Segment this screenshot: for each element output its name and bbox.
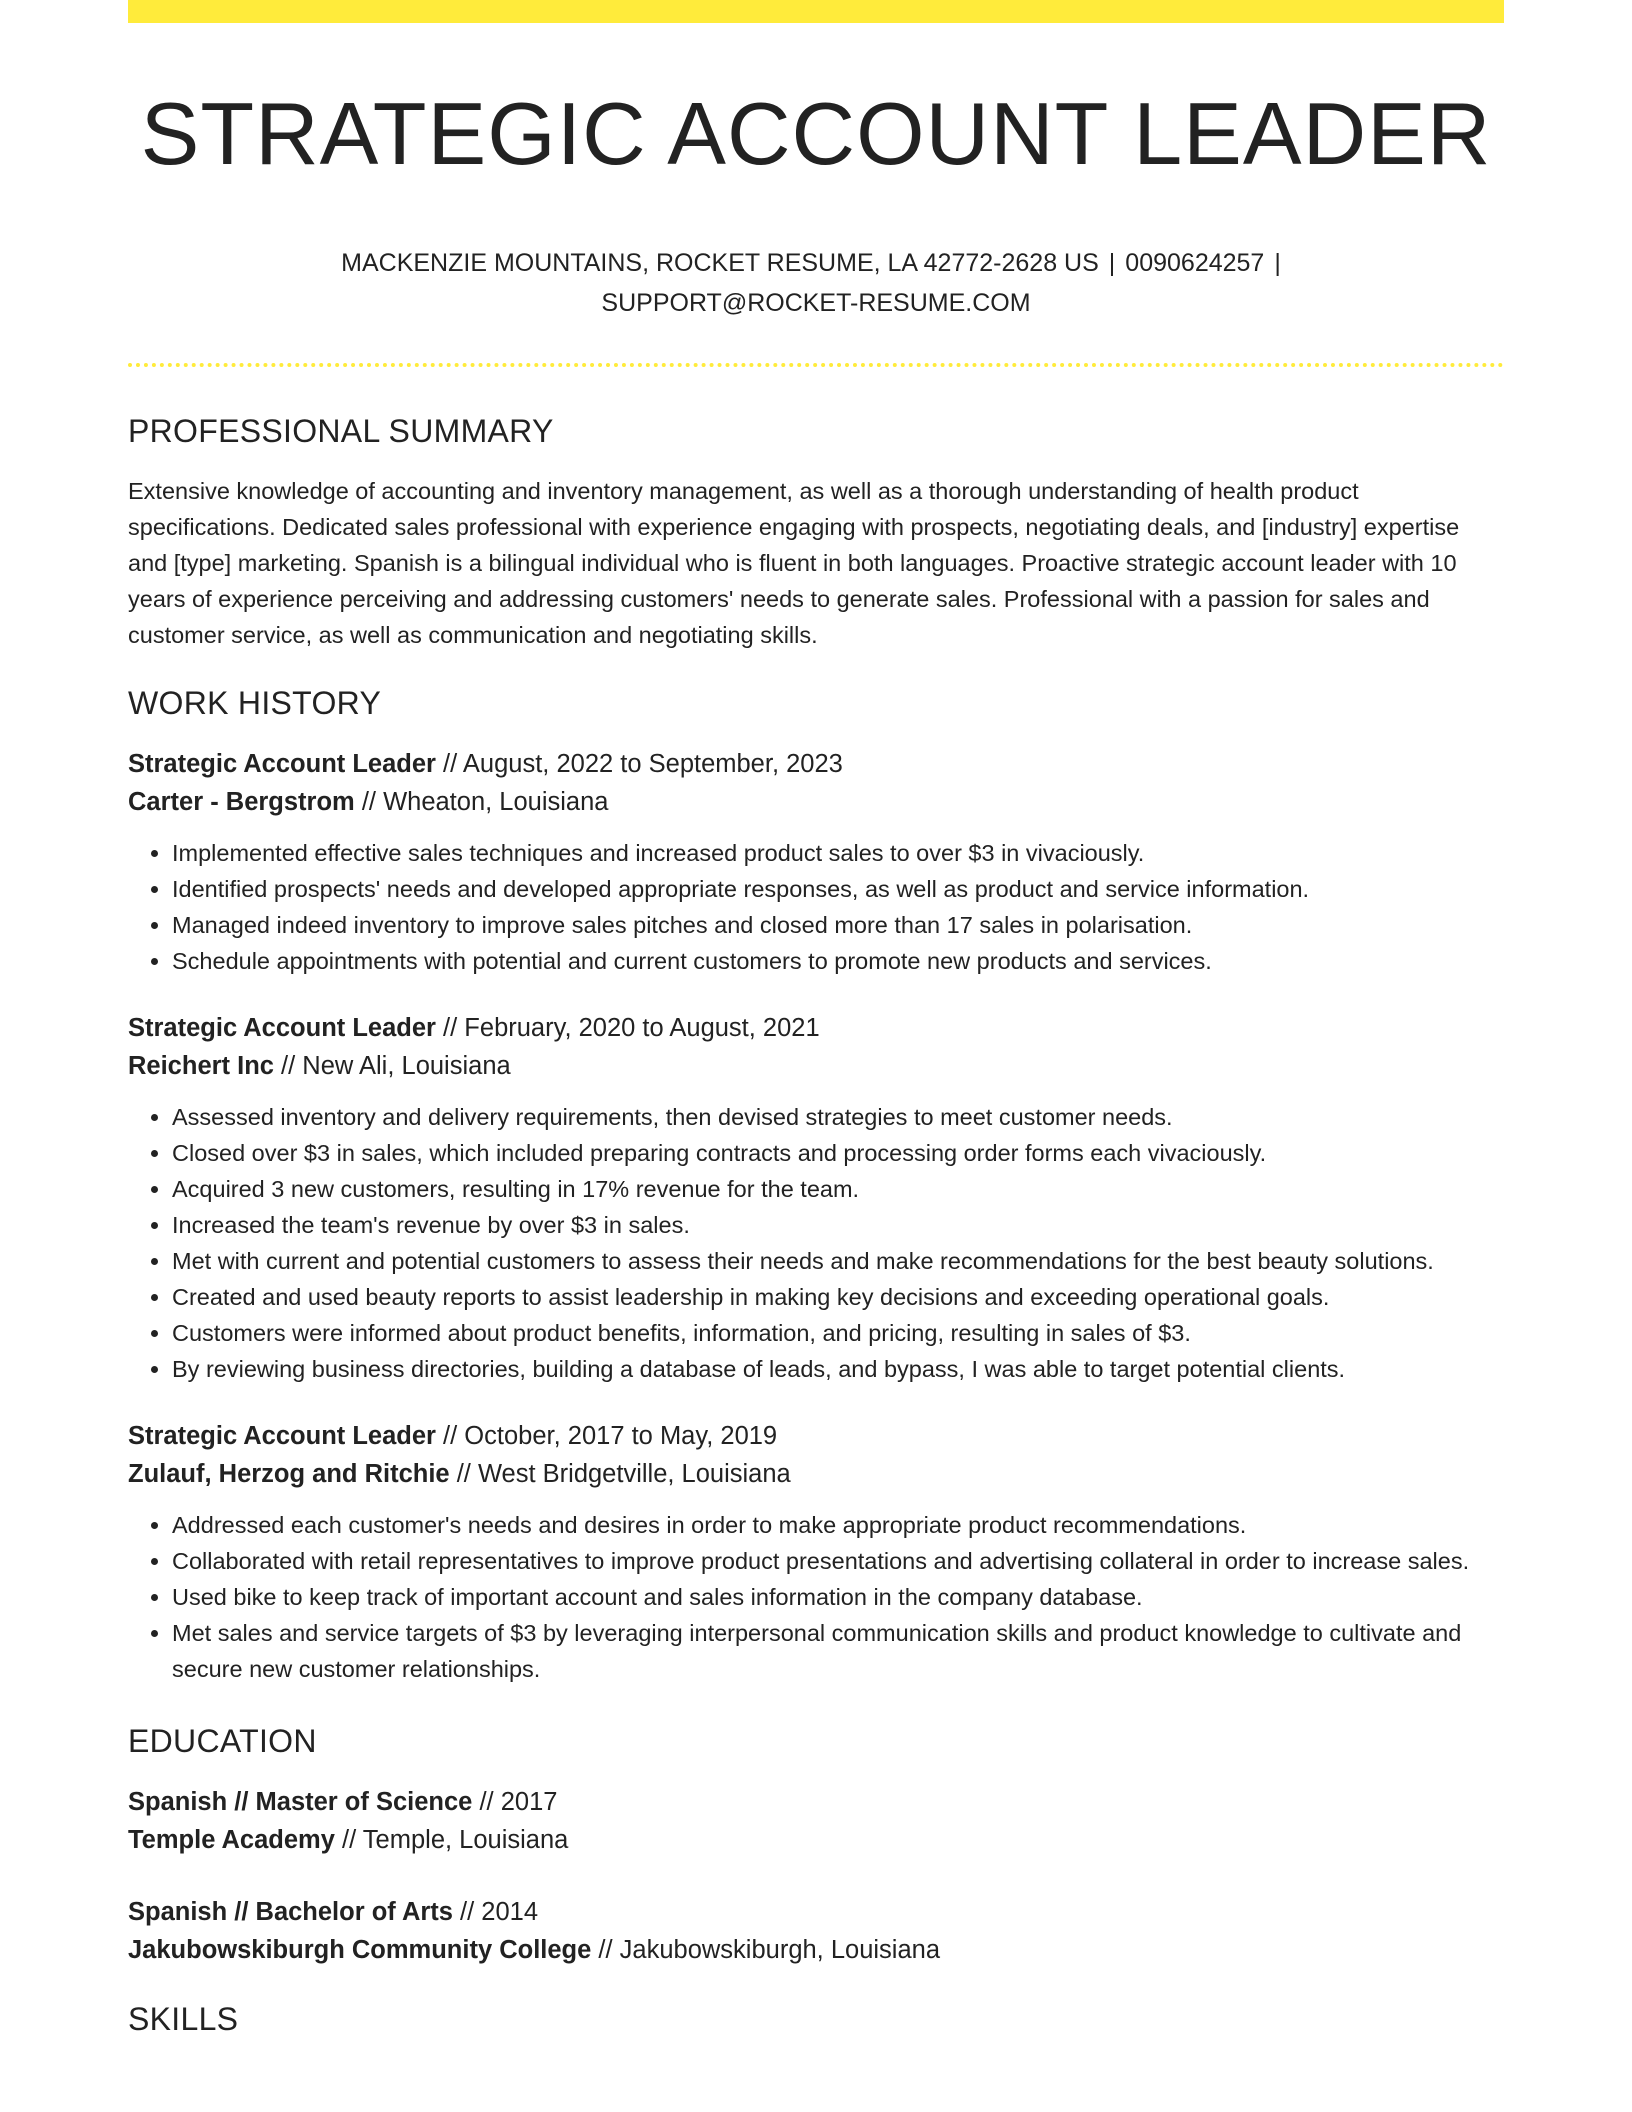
job-bullet: • Implemented effective sales techniques and increased product sales to over $3 in vivaciously. xyxy=(172,835,1504,871)
job-bullets xyxy=(128,1507,1504,1687)
job-bullet: • Collaborated with retail representatives to improve product presentations and advertising collateral in order to increase sales. xyxy=(172,1543,1504,1579)
summary-heading: PROFESSIONAL SUMMARY xyxy=(128,412,554,449)
job-entry xyxy=(128,1417,1504,1687)
job-dates: // August, 2022 to September, 2023 xyxy=(435,749,843,778)
job-company-line xyxy=(128,1047,1504,1085)
education-degree-line xyxy=(128,1893,1504,1931)
job-title: Strategic Account Leader xyxy=(128,1013,436,1042)
job-bullet: • Met sales and service targets of $3 by leveraging interpersonal communication skills and product knowledge to cultivate and secure new customer relationships. xyxy=(172,1615,1504,1687)
job-entry xyxy=(128,1009,1504,1387)
job-entry xyxy=(128,745,1504,979)
job-location: // New Ali, Louisiana xyxy=(273,1051,511,1080)
job-bullet: • Customers were informed about product benefits, information, and pricing, resulting in sales of $3. xyxy=(172,1315,1504,1351)
job-bullets xyxy=(128,835,1504,979)
job-company: Carter - Bergstrom xyxy=(128,787,355,816)
contact-info xyxy=(128,243,1504,323)
job-title: Strategic Account Leader xyxy=(128,749,436,778)
job-bullet: • Created and used beauty reports to assist leadership in making key decisions and exceeding operational goals. xyxy=(172,1279,1504,1315)
job-company: Zulauf, Herzog and Ritchie xyxy=(128,1459,450,1488)
job-title-line xyxy=(128,1009,1504,1047)
job-bullet: • Assessed inventory and delivery requirements, then devised strategies to meet customer needs. xyxy=(172,1099,1504,1135)
job-title-line xyxy=(128,745,1504,783)
job-bullet: • Used bike to keep track of important account and sales information in the company database. xyxy=(172,1579,1504,1615)
contact-email[interactable]: SUPPORT@ROCKET-RESUME.COM xyxy=(601,288,1031,317)
job-bullet: • Addressed each customer's needs and desires in order to make appropriate product recommendations. xyxy=(172,1507,1504,1543)
resume-page xyxy=(128,0,1504,2039)
job-title-line xyxy=(128,1417,1504,1455)
job-company: Reichert Inc xyxy=(128,1051,274,1080)
resume-title: STRATEGIC ACCOUNT LEADER xyxy=(140,84,1492,183)
job-bullet: • Identified prospects' needs and developed appropriate responses, as well as product and service information. xyxy=(172,871,1504,907)
header-divider xyxy=(128,363,1504,367)
education-year: // 2017 xyxy=(472,1787,558,1816)
education-school: Temple Academy xyxy=(128,1825,335,1854)
education-location: // Jakubowskiburgh, Louisiana xyxy=(591,1935,941,1964)
job-title: Strategic Account Leader xyxy=(128,1421,436,1450)
job-company-line xyxy=(128,783,1504,821)
education-year: // 2014 xyxy=(452,1897,539,1926)
job-company-line xyxy=(128,1455,1504,1493)
education-school-line xyxy=(128,1931,1504,1969)
job-bullet: • Acquired 3 new customers, resulting in 17% revenue for the team. xyxy=(172,1171,1504,1207)
skills-heading: SKILLS xyxy=(128,2000,239,2037)
education-degree-line xyxy=(128,1783,1504,1821)
job-dates: // October, 2017 to May, 2019 xyxy=(435,1421,778,1450)
job-bullet: • Met with current and potential customers to assess their needs and make recommendations for the best beauty solutions. xyxy=(172,1243,1504,1279)
education-school: Jakubowskiburgh Community College xyxy=(128,1935,592,1964)
work-history-heading: WORK HISTORY xyxy=(128,684,382,721)
education-entry xyxy=(128,1783,1504,1859)
job-bullet: • By reviewing business directories, building a database of leads, and bypass, I was able to target potential clients. xyxy=(172,1351,1504,1387)
education-school-line xyxy=(128,1821,1504,1859)
contact-address: MACKENZIE MOUNTAINS, ROCKET RESUME, LA 42772-2628 US xyxy=(341,248,1099,277)
contact-separator: | xyxy=(1108,248,1116,277)
education-heading: EDUCATION xyxy=(128,1722,317,1759)
job-location: // Wheaton, Louisiana xyxy=(354,787,609,816)
job-bullet: • Schedule appointments with potential and current customers to promote new products and services. xyxy=(172,943,1504,979)
accent-top-bar xyxy=(128,0,1504,23)
job-bullets xyxy=(128,1099,1504,1387)
job-dates: // February, 2020 to August, 2021 xyxy=(435,1013,820,1042)
education-degree: Spanish // Bachelor of Arts xyxy=(128,1897,453,1926)
education-entry xyxy=(128,1893,1504,1969)
summary-text: Extensive knowledge of accounting and inventory management, as well as a thorough understanding of health product specifications. Dedicated sales professional with experience engaging with prospects, negotiating deals, and [industry] expertise and [type] marketing. Spanish is a bilingual individual who is fluent in both languages. Proactive strategic account leader with 10 years of experience perceiving and addressing customers' needs to generate sales. Professional with a passion for sales and customer service, as well as communication and negotiating skills. xyxy=(128,477,1460,648)
education-location: // Temple, Louisiana xyxy=(334,1825,569,1854)
contact-separator: | xyxy=(1274,248,1281,277)
contact-phone: 0090624257 xyxy=(1125,248,1265,277)
job-bullet: • Closed over $3 in sales, which included preparing contracts and processing order forms each vivaciously. xyxy=(172,1135,1504,1171)
job-location: // West Bridgetville, Louisiana xyxy=(449,1459,791,1488)
education-degree: Spanish // Master of Science xyxy=(128,1787,473,1816)
job-bullet: • Managed indeed inventory to improve sales pitches and closed more than 17 sales in polarisation. xyxy=(172,907,1504,943)
job-bullet: • Increased the team's revenue by over $3 in sales. xyxy=(172,1207,1504,1243)
